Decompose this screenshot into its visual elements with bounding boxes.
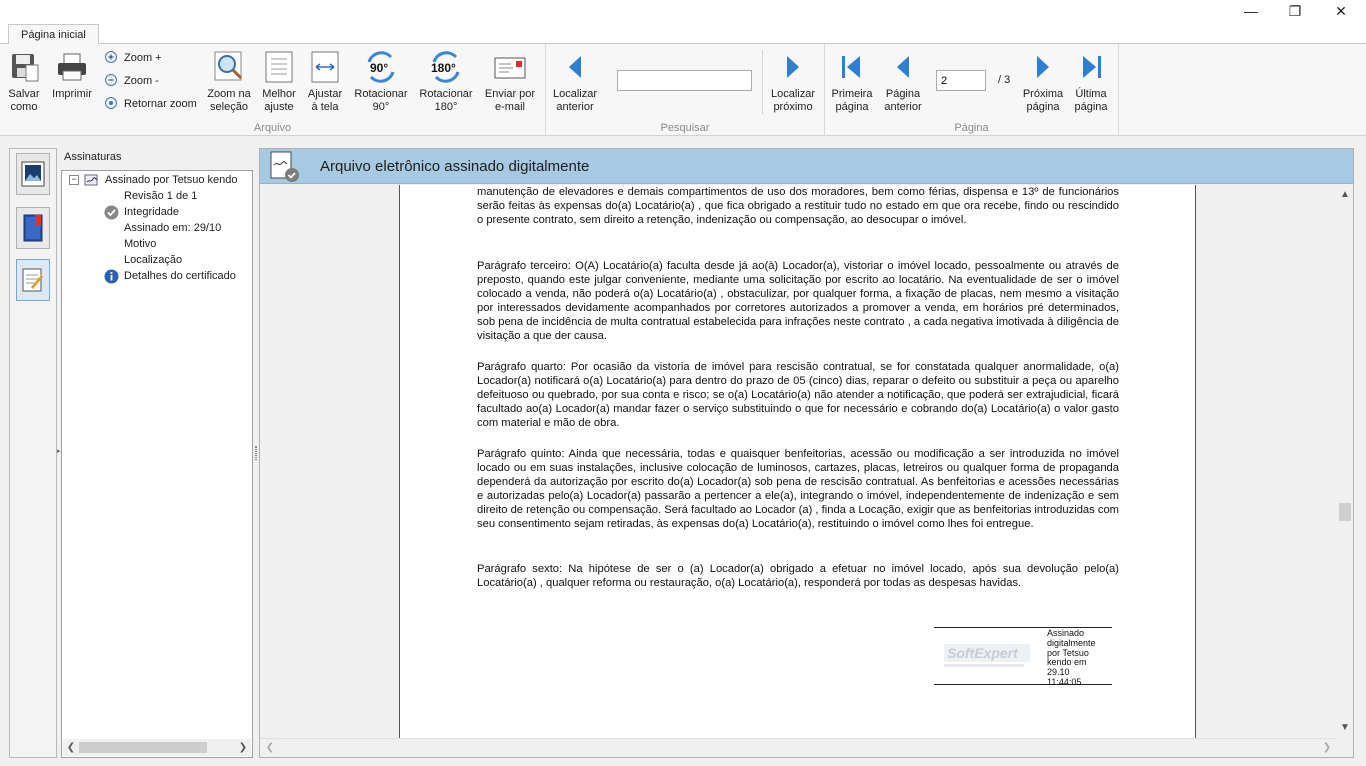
save-label-2: como [10,101,38,113]
restore-button[interactable]: ❐ [1288,2,1302,19]
signature-icon [21,267,45,293]
signatures-panel [61,148,253,758]
print-button[interactable] [50,48,94,101]
best-fit-label-2: ajuste [264,101,294,113]
zoom-selection-label-2: seleção [210,101,248,113]
fit-screen-label-1: Ajustar [307,88,343,100]
print-label: Imprimir [52,88,92,100]
info-icon [104,269,119,284]
rotate-icon [364,48,398,86]
paragraph-sexto: Parágrafo sexto: Na hipótese de ser o (a) Locador(a) obrigado a efetuar no imóvel locado, após sua devolução pelo(a) Locatário(a) , qualquer reforma ou restauração, o(a) Locatário(a), responderá por todas as despesas havidas. [477,563,1119,589]
last-page-label-2: página [1074,101,1108,113]
tree-revision: Revisão 1 de 1 [124,190,198,202]
scroll-left-icon[interactable]: ❮ [66,742,76,753]
arrow-right-icon [1026,48,1060,86]
group-pesquisar-label: Pesquisar [660,122,710,134]
first-page-button[interactable] [831,48,873,114]
next-page-label-1: Próxima [1022,88,1064,100]
signed-document-icon [270,151,300,183]
arrow-left-icon [558,48,592,86]
svg-text:180°: 180° [431,61,456,75]
vertical-scrollbar[interactable] [1337,185,1353,738]
stamp-line: 11:44:05 [1047,676,1082,687]
rotate-90-label-2: 90° [372,101,390,113]
send-email-button[interactable] [482,48,538,114]
side-panel-strip [9,148,61,758]
first-page-label-2: página [835,101,869,113]
save-as-button[interactable] [4,48,44,114]
group-pagina [825,44,1119,136]
best-fit-icon [262,48,296,86]
zoom-out-icon [104,73,120,89]
signatures-title: Assinaturas [64,151,122,163]
first-page-icon [835,48,869,86]
best-fit-button[interactable] [258,48,300,114]
find-previous-label-1: Localizar [552,88,598,100]
tree-certificate-details[interactable]: Detalhes do certificado [124,270,236,282]
check-icon [104,205,119,220]
scroll-right-icon[interactable]: ❯ [1322,742,1332,753]
tree-signed-at: Assinado em: 29/10 [124,222,222,234]
viewer-title: Arquivo eletrônico assinado digitalmente [320,158,590,175]
document-viewer [259,148,1354,758]
svg-text:SoftExpert: SoftExpert [947,645,1018,661]
stamp-line: Assinado [1047,628,1085,638]
page-total: / 3 [998,74,1011,86]
search-input[interactable] [617,70,752,91]
group-pagina-label: Página [954,122,989,134]
bottom-scrollbar[interactable] [260,738,1337,757]
divider [762,50,763,114]
fit-screen-icon [308,48,342,86]
zoom-in-label: Zoom + [124,52,162,64]
svg-text:90°: 90° [370,61,389,75]
ribbon-tabstrip [0,22,1366,44]
paragraph-quarto: Parágrafo quarto: Por ocasião da vistoria de imóvel para rescisão contratual, se for constatada qualquer anormalidade, o(a) Locador(a) notificará o(a) Locatário(a) para dentro do prazo de 05 (cinco) dias, reparar o defeito ou substituir a peça ou aparelho defeituoso ou quebrado, por sua conta e risco; se o(a) Locatário(a) não atender a notificação, que poderá ser extrajudicial, ficará facultado ao(a) Locador(a) mandar fazer o serviço substituindo o que for necessário e cobrando do(a) Locatário(a) o valor gasto com material e mão de obra. [477,361,1119,429]
find-next-label-1: Localizar [770,88,816,100]
find-previous-button[interactable] [552,48,598,114]
paragraph-terceiro: Parágrafo terceiro: O(A) Locatário(a) faculta desde já ao(à) Locador(a), vistoriar o imóvel locado, pessoalmente ou através de preposto, quando este julgar conveniente, mediante uma solicitação por escrito ao locatário. Na eventualidade de ser o imóvel colocado a venda, não poderá o(a) Locatário(a) , obstaculizar, por qualquer forma, a fixação de placas, nem mesmo a visitação por interessados devidamente acompanhados por corretores autorizados a promover a venda, em horários pré determinados, sob pena de incidência de multa contratual estabelecida para infrações neste contrato , a cada negativa imotivada à diligência de visitação a que der causa. [477,260,1119,342]
zoom-selection-label-1: Zoom na [207,88,251,100]
best-fit-label-1: Melhor [262,88,296,100]
previous-page-label-2: anterior [884,101,922,113]
minimize-button[interactable]: — [1244,3,1258,19]
stamp-line: 29.10 [1047,667,1070,678]
group-arquivo [0,44,546,136]
tree-location: Localização [124,254,183,266]
rotate-90-button[interactable] [352,48,410,114]
stamp-line: digitalmente [1047,637,1096,648]
stamp-line: kendo em [1047,657,1087,668]
bookmarks-button[interactable] [16,207,50,249]
signature-pen-icon [84,173,100,187]
vertical-scroll-thumb[interactable] [1339,503,1351,521]
last-page-icon [1074,48,1108,86]
tree-collapse-toggle[interactable]: − [69,175,79,185]
collapse-handle[interactable]: ▸ [57,448,61,455]
arrow-right-icon [776,48,810,86]
scroll-down-icon[interactable]: ▼ [1340,722,1350,733]
viewer-header [260,149,1353,184]
zoom-reset-button[interactable] [104,96,197,112]
last-page-label-1: Última [1075,88,1107,100]
document-page [399,185,1196,738]
tree-signed-by[interactable]: Assinado por Tetsuo kendo [105,174,238,186]
first-page-label-1: Primeira [831,88,873,100]
find-next-label-2: próximo [773,101,813,113]
send-email-label-2: e-mail [495,101,525,113]
last-page-button[interactable] [1071,48,1111,114]
find-next-button[interactable] [770,48,816,114]
zoom-in-icon [104,50,120,66]
zoom-out-button[interactable] [104,73,159,89]
paragraph-1: manutenção de elevadores e demais compartimentos de uso dos moradores, bem como férias, dispensa e 13º de funcionários serão feitas às expensas do(a) Locatário(a) , que fica obrigado a restituir tudo no estado em que ora recebe, findo ou rescindido o presente contrato, sem direito a retenção, indenização ou compensação, ao desocupar o imóvel. [477,186,1119,226]
rotate-180-label-1: Rotacionar [419,88,473,100]
previous-page-label-1: Página [885,88,921,100]
stamp-line: por Tetsuo [1047,647,1089,658]
horizontal-scrollbar[interactable] [63,739,251,756]
signature-stamp [934,627,1112,685]
signatures-tree [61,170,253,758]
signatures-button[interactable] [16,259,50,301]
next-page-button[interactable] [1021,48,1065,114]
paragraph-quinto: Parágrafo quinto: Ainda que necessária, todas e quaisquer benfeitorias, acessão ou modificação a ser introduzida no imóvel locado ou em suas instalações, inclusive colocação de luminosos, cartazes, placas, letreiros ou qualquer forma de propaganda dependerá da autorização por escrito do(a) Locador(a) sob pena de rescisão contratual. As benfeitorias e acessões necessárias e autorizadas pelo(a) Locador(a) passarão a pertencer a ele(a), integrando o imóvel, independentemente de indenização e sem direito de retenção ou compensação. Será facultado ao Locador (a) , finda a Locação, exigir que as benfeitorias introduzidas com seu consentimento sejam retiradas, às expensas do(a) Locatário(a), restituindo o imóvel como lhes foi entregue. [477,448,1119,530]
scroll-right-icon[interactable]: ❯ [238,742,248,753]
document-area [260,185,1337,738]
find-previous-label-2: anterior [556,101,594,113]
group-pesquisar [546,44,825,136]
save-label-1: Salvar [8,88,40,100]
group-arquivo-label: Arquivo [253,122,292,134]
page-number-input[interactable] [936,70,986,91]
scroll-up-icon[interactable]: ▲ [1340,189,1350,200]
zoom-out-label: Zoom - [124,75,159,87]
thumbnails-button[interactable] [16,153,50,195]
rotate-180-icon [429,48,463,86]
title-bar [0,0,1366,22]
save-icon [7,48,41,86]
fit-screen-button[interactable] [304,48,346,114]
ribbon [0,44,1366,136]
zoom-reset-icon [104,96,120,112]
magnifier-icon [212,48,246,86]
bookmark-icon [22,214,44,242]
send-email-label-1: Enviar por [484,88,536,100]
fit-screen-label-2: à tela [311,101,339,113]
stamp-text [1047,629,1096,688]
rotate-90-label-1: Rotacionar [354,88,408,100]
rotate-180-button[interactable] [416,48,476,114]
zoom-in-button[interactable] [104,50,162,66]
arrow-left-icon [886,48,920,86]
tab-pagina-inicial[interactable]: Página inicial [8,24,99,45]
previous-page-button[interactable] [881,48,925,114]
scroll-thumb[interactable] [79,742,207,753]
panel-splitter[interactable] [255,446,257,460]
tree-integrity: Integridade [124,206,180,218]
image-icon [21,161,45,187]
zoom-reset-label: Retornar zoom [124,98,197,110]
close-button[interactable]: ✕ [1335,2,1347,19]
scroll-left-icon[interactable]: ❮ [265,742,275,753]
email-icon [493,48,527,86]
tree-reason: Motivo [124,238,157,250]
printer-icon [55,48,89,86]
rotate-180-label-2: 180° [434,101,458,113]
next-page-label-2: página [1026,101,1060,113]
zoom-selection-button[interactable] [204,48,254,114]
softexpert-logo [944,642,1030,670]
